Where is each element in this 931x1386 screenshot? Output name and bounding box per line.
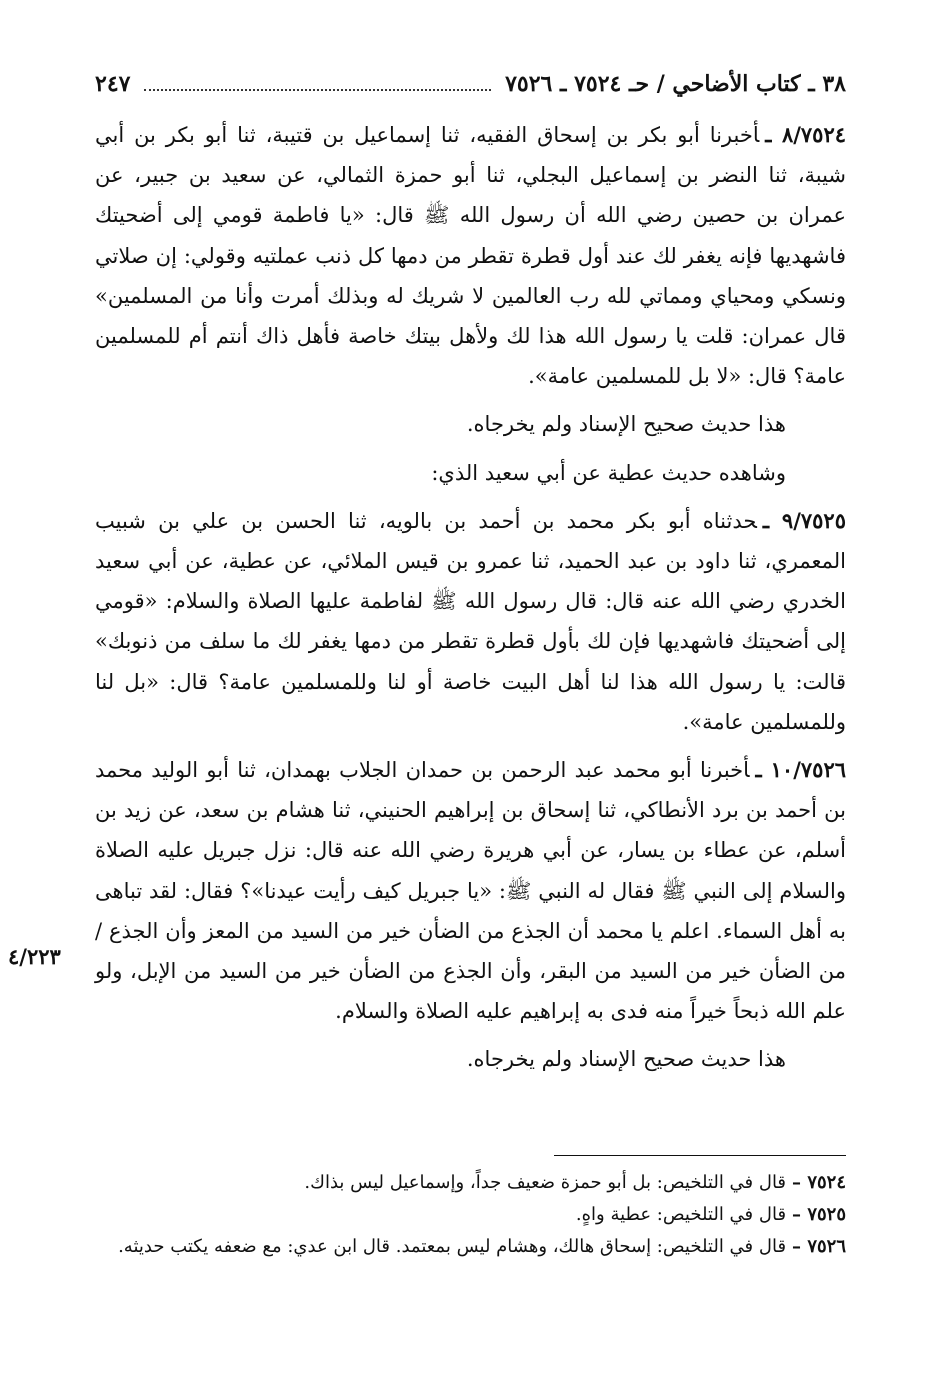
hadith-7525 <box>95 501 846 742</box>
footnote-number: ٧٥٢٥ – <box>792 1204 846 1225</box>
hadith-number: ١٠/٧٥٢٦ ـ <box>755 757 847 783</box>
main-text <box>95 115 846 1088</box>
hadith-text: حدثناه أبو بكر محمد بن أحمد بن بالويه، ثنا الحسن بن علي بن شبيب المعمري، ثنا داود بن عبد الحميد، ثنا عمرو بن قيس الملائي، عن عطية، عن أبي سعيد الخدري رضي الله عنه قال: قال رسول الله ﷺ لفاطمة عليها الصلاة والسلام: «قومي إلى أضحيتك فاشهديها فإن لك بأول قطرة تقطر من دمها يغفر لك ما سلف من ذنوبك» قالت: يا رسول الله هذا لنا أهل البيت خاصة أو لنا وللمسلمين عامة؟ قال: «بل لنا وللمسلمين عامة». <box>95 508 846 734</box>
page-header <box>95 62 846 106</box>
witness-remark: وشاهده حديث عطية عن أبي سعيد الذي: <box>431 460 786 485</box>
footnote <box>95 1232 846 1262</box>
hadith-7524 <box>95 115 846 396</box>
footnote-text: قال في التلخيص: إسحاق هالك، وهشام ليس بمعتمد. قال ابن عدي: مع ضعفه يكتب حديثه. <box>118 1236 787 1257</box>
footnote-text: قال في التلخيص: بل أبو حمزة ضعيف جداً، وإسماعيل ليس بذاك. <box>304 1172 787 1193</box>
dotted-leader <box>144 89 491 91</box>
footnote-text: قال في التلخيص: عطية واهٍ. <box>575 1204 787 1225</box>
footnote <box>95 1168 846 1198</box>
hadith-number: ٩/٧٥٢٥ ـ <box>762 507 846 533</box>
authenticity-remark: هذا حديث صحيح الإسناد ولم يخرجاه. <box>466 1047 786 1072</box>
footnote-number: ٧٥٢٤ – <box>792 1172 846 1193</box>
hadith-text: أخبرنا أبو بكر بن إسحاق الفقيه، ثنا إسماعيل بن قتيبة، ثنا أبو بكر بن أبي شيبة، ثنا النضر بن إسماعيل البجلي، ثنا أبو حمزة الثمالي، عن سعيد بن جبير، عن عمران بن حصين رضي الله أن رسول الله ﷺ قال: «يا فاطمة قومي إلى أضحيتك فاشهديها فإنه يغفر لك عند أول قطرة تقطر من دمها كل ذنب عملتيه وقولي: إن صلاتي ونسكي ومحياي ومماتي لله رب العالمين لا شريك له وبذلك أمرت وأنا من المسلمين» قال عمران: قلت يا رسول الله هذا لك ولأهل بيتك خاصة فأهل ذاك أنتم أم للمسلمين عامة؟ قال: «لا بل للمسلمين عامة». <box>95 123 846 389</box>
hadith-number: ٨/٧٥٢٤ ـ <box>765 122 847 147</box>
page-number: ٢٤٧ <box>95 71 131 97</box>
footnotes <box>95 1168 846 1264</box>
running-title: ٣٨ ـ كتاب الأضاحي / حـ ٧٥٢٤ ـ ٧٥٢٦ <box>505 71 846 97</box>
hadith-7526 <box>95 750 846 1031</box>
hadith-text: أخبرنا أبو محمد عبد الرحمن بن حمدان الجلاب بهمدان، ثنا أبو الوليد محمد بن أحمد بن برد الأنطاكي، ثنا إسحاق بن إبراهيم الحنيني، ثنا هشام بن سعد، عن زيد بن أسلم، عن عطاء بن يسار، عن أبي هريرة رضي الله عنه قال: نزل جبريل عليه الصلاة والسلام إلى النبي ﷺ فقال له النبي ﷺ: «يا جبريل كيف رأيت عيدنا»؟ فقال: لقد تباهى به أهل السماء. اعلم يا محمد أن الجذع من الضأن خير من السيد من المعز وأن الجذع / من الضأن خير من السيد من البقر، وأن الجذع من الضأن خير من السيد من الإبل، ولو علم الله ذبحاً خيراً منه فدى به إبراهيم عليه الصلاة والسلام. <box>95 758 846 1024</box>
authenticity-remark: هذا حديث صحيح الإسناد ولم يخرجاه. <box>466 412 786 437</box>
footnote <box>95 1200 846 1230</box>
footnote-separator <box>554 1155 846 1156</box>
margin-reference: ٤/٢٢٣ <box>8 944 61 969</box>
footnote-number: ٧٥٢٦ – <box>792 1236 846 1257</box>
